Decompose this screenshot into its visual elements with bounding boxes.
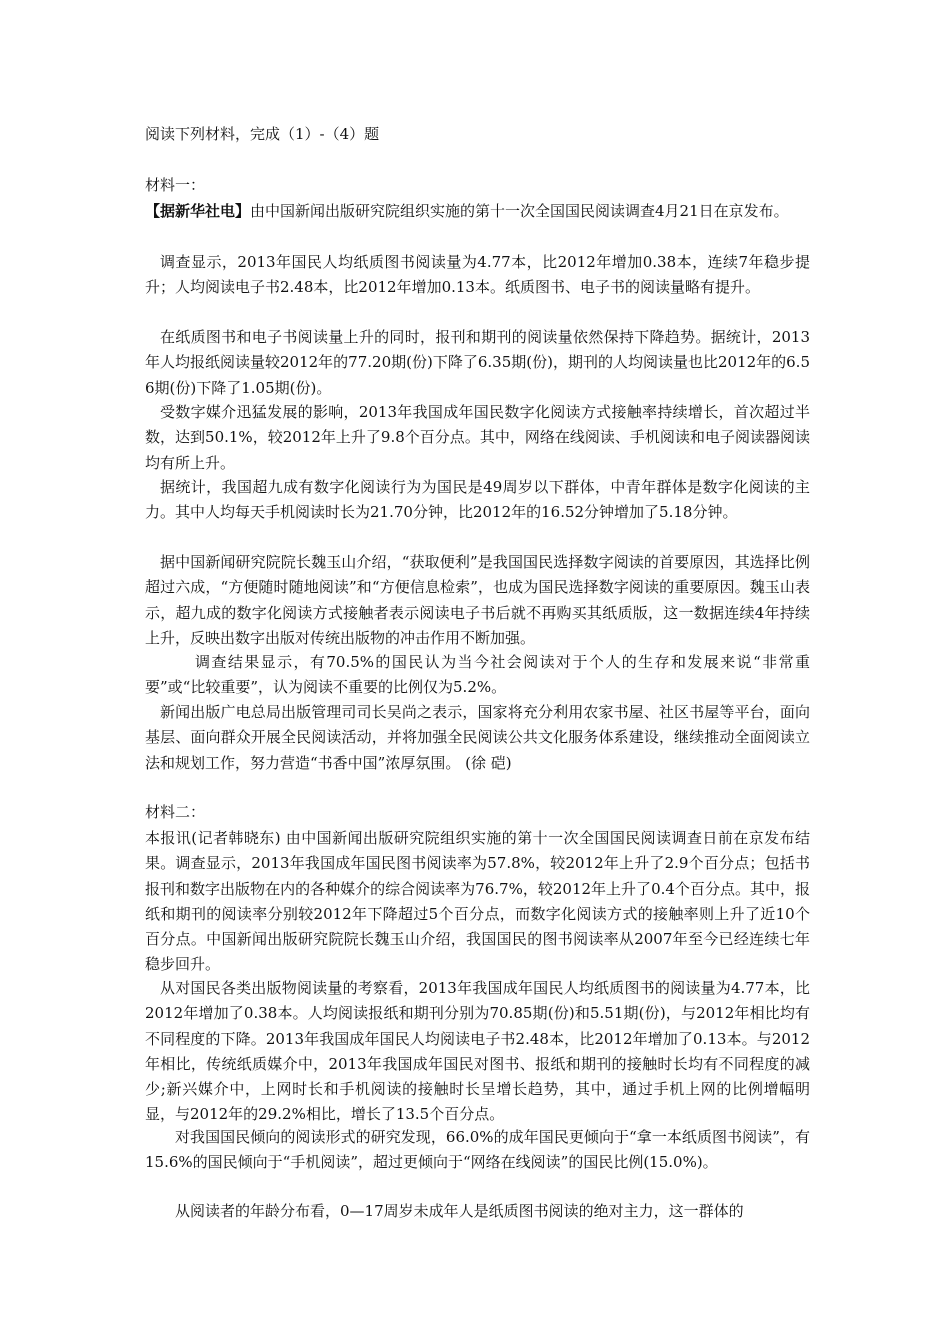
material-one-paragraph-7: 调查结果显示，有70.5%的国民认为当今社会阅读对于个人的生存和发展来说“非常重要”或“比较重要”，认为阅读不重要的比例仅为5.2%。	[145, 653, 810, 697]
material-one-paragraph-1-text: 由中国新闻出版研究院组织实施的第十一次全国国民阅读调查4月21日在京发布。	[250, 202, 789, 220]
material-one-paragraph-8: 新闻出版广电总局出版管理司司长吴尚之表示，国家将充分利用农家书屋、社区书屋等平台，面向基层、面向群众开展全民阅读活动，并将加强全民阅读公共文化服务体系建设，继续推动全面阅读立法和规划工作，努力营造“书香中国”浓厚氛围。 (徐 硙)	[145, 703, 810, 772]
source-tag: 【据新华社电】	[145, 202, 251, 220]
material-one-paragraph-4: 受数字媒介迅猛发展的影响，2013年我国成年国民数字化阅读方式接触率持续增长，首次超过半数，达到50.1%，较2012年上升了9.8个百分点。其中，网络在线阅读、手机阅读和电子阅读器阅读均有所上升。	[145, 403, 810, 472]
material-one-paragraph-5: 据统计，我国超九成有数字化阅读行为为国民是49周岁以下群体，中青年群体是数字化阅读的主力。其中人均每天手机阅读时长为21.70分钟，比2012年的16.52分钟增加了5.18分钟。	[145, 478, 810, 522]
material-two-paragraph-3: 对我国国民倾向的阅读形式的研究发现，66.0%的成年国民更倾向于“拿一本纸质图书阅读”，有15.6%的国民倾向于“手机阅读”，超过更倾向于“网络在线阅读”的国民比例(15.0%)。	[145, 1128, 810, 1172]
material-one-paragraph-2: 调查显示，2013年国民人均纸质图书阅读量为4.77本，比2012年增加0.38本，连续7年稳步提升；人均阅读电子书2.48本，比2012年增加0.13本。纸质图书、电子书的阅读量略有提升。	[145, 253, 810, 297]
instruction-line: 阅读下列材料，完成（1）-（4）题	[145, 125, 380, 143]
material-two-paragraph-2: 从对国民各类出版物阅读量的考察看，2013年我国成年国民人均纸质图书的阅读量为4.77本，比2012年增加了0.38本。人均阅读报纸和期刊分别为70.85期(份)和5.51期(份)，与2012年相比均有不同程度的下降。2013年我国成年国民人均阅读电子书2.48本，比2012年增加了0.13本。与2012年相比，传统纸质媒介中，2013年我国成年国民对图书、报纸和期刊的接触时长均有不同程度的减少;新兴媒介中，上网时长和手机阅读的接触时长呈增长趋势，其中，通过手机上网的比例增幅明显，与2012年的29.2%相比，增长了13.5个百分点。	[145, 979, 810, 1124]
material-two-paragraph-4: 从阅读者的年龄分布看，0—17周岁未成年人是纸质图书阅读的绝对主力，这一群体的	[175, 1202, 744, 1220]
material-one-heading: 材料一：	[145, 176, 206, 194]
material-one-paragraph-6: 据中国新闻研究院院长魏玉山介绍，“获取便利”是我国国民选择数字阅读的首要原因，其选择比例超过六成，“方便随时随地阅读”和“方便信息检索”，也成为国民选择数字阅读的重要原因。魏玉山表示，超九成的数字化阅读方式接触者表示阅读电子书后就不再购买其纸质版，这一数据连续4年持续上升，反映出数字出版对传统出版物的冲击作用不断加强。	[145, 553, 810, 647]
material-two-heading: 材料二：	[145, 803, 206, 821]
material-one-paragraph-3: 在纸质图书和电子书阅读量上升的同时，报刊和期刊的阅读量依然保持下降趋势。据统计，2013年人均报纸阅读量较2012年的77.20期(份)下降了6.35期(份)，期刊的人均阅读量也比2012年的6.56期(份)下降了1.05期(份)。	[145, 328, 810, 397]
material-one-paragraph-1	[145, 199, 810, 224]
material-two-paragraph-1: 本报讯(记者韩晓东) 由中国新闻出版研究院组织实施的第十一次全国国民阅读调查日前在京发布结果。调查显示，2013年我国成年国民图书阅读率为57.8%，较2012年上升了2.9个百分点；包括书报刊和数字出版物在内的各种媒介的综合阅读率为76.7%，较2012年上升了0.4个百分点。其中，报纸和期刊的阅读率分别较2012年下降超过5个百分点，而数字化阅读方式的接触率则上升了近10个百分点。中国新闻出版研究院院长魏玉山介绍，我国国民的图书阅读率从2007年至今已经连续七年稳步回升。	[145, 829, 810, 974]
